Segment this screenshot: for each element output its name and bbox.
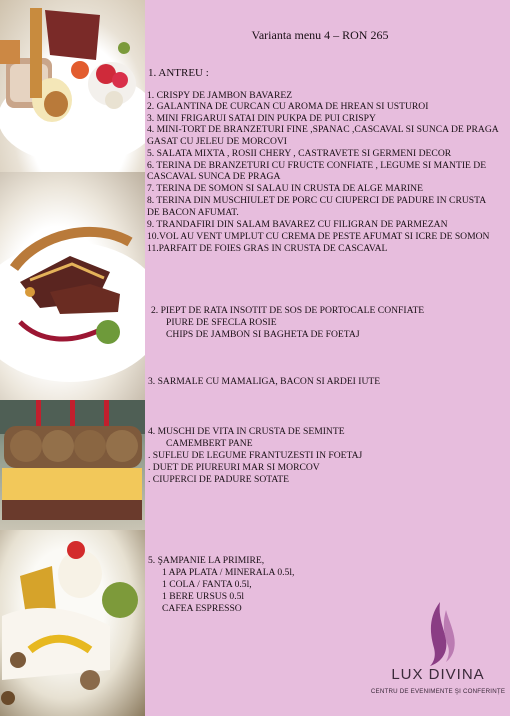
menu-item: 5. SALATA MIXTA , ROSII CHERY , CASTRAVETE SI GERMENI DECOR	[147, 148, 452, 159]
menu-item: 4. MINI-TORT DE BRANZETURI FINE ,SPANAC ,CASCAVAL SI SUNCA DE PRAGA	[147, 124, 499, 135]
menu-item: 10.VOL AU VENT UMPLUT CU CREMA DE PESTE AFUMAT SI ICRE DE SOMON	[147, 231, 490, 242]
section-1-heading: 1. ANTREU :	[148, 67, 209, 79]
section-5-item: 1 COLA / FANTA 0.5l,	[162, 579, 252, 590]
menu-title: Varianta menu 4 – RON 265	[251, 28, 389, 42]
section-5-item: CAFEA ESPRESSO	[162, 603, 242, 614]
lux-divina-logo	[368, 600, 508, 710]
menu-item: 2. GALANTINA DE CURCAN CU AROMA DE HREAN SI USTUROI	[147, 101, 429, 112]
section-2-item: 2. PIEPT DE RATA INSOTIT DE SOS DE PORTOCALE CONFIATE	[151, 305, 425, 316]
section-4-item: . SUFLEU DE LEGUME FRANTUZESTI IN FOETAJ	[148, 450, 363, 461]
menu-item: 1. CRISPY DE JAMBON BAVAREZ	[147, 90, 293, 101]
flame-icon	[368, 600, 508, 666]
section-2-item: CHIPS DE JAMBON SI BAGHETA DE FOETAJ	[166, 329, 360, 340]
section-4-item: . DUET DE PIUREURI MAR SI MORCOV	[148, 462, 320, 473]
menu-item: GASAT CU JELEU DE MORCOVI	[147, 136, 288, 147]
section-2-item: PIURE DE SFECLA ROSIE	[166, 317, 277, 328]
beef-roll-photo	[0, 400, 145, 530]
duck-breast-photo	[0, 172, 145, 400]
section-3-item: 3. SARMALE CU MAMALIGA, BACON SI ARDEI IUTE	[148, 376, 381, 387]
menu-item: DE BACON AFUMAT.	[147, 207, 239, 218]
menu-item: CASCAVAL SUNCA DE PRAGA	[147, 171, 281, 182]
menu-item: 11.PARFAIT DE FOIES GRAS IN CRUSTA DE CASCAVAL	[147, 243, 388, 254]
section-4-item: . CIUPERCI DE PADURE SOTATE	[148, 474, 289, 485]
section-5-item: 1 APA PLATA / MINERALA 0.5l,	[162, 567, 295, 578]
logo-tagline: CENTRU DE EVENIMENTE ŞI CONFERINȚE	[370, 688, 506, 695]
menu-item: 3. MINI FRIGARUI SATAI DIN PUKPA DE PUI CRISPY	[147, 113, 376, 124]
appetizer-platter-photo	[0, 0, 145, 172]
souffle-photo	[0, 530, 145, 716]
menu-item: 6. TERINA DE BRANZETURI CU FRUCTE CONFIATE , LEGUME SI MANTIE DE	[147, 160, 487, 171]
section-4-item: 4. MUSCHI DE VITA IN CRUSTA DE SEMINTE	[148, 426, 345, 437]
food-photo-strip	[0, 0, 145, 716]
section-4-item: CAMEMBERT PANE	[166, 438, 253, 449]
section-5-item: 1 BERE URSUS 0.5l	[162, 591, 245, 602]
menu-item: 7. TERINA DE SOMON SI SALAU IN CRUSTA DE ALGE MARINE	[147, 183, 423, 194]
section-5-item: 5. ŞAMPANIE LA PRIMIRE,	[148, 555, 265, 566]
menu-item: 8. TERINA DIN MUSCHIULET DE PORC CU CIUPERCI DE PADURE IN CRUSTA	[147, 195, 487, 206]
logo-name: LUX DIVINA	[391, 666, 485, 683]
menu-item: 9. TRANDAFIRI DIN SALAM BAVAREZ CU FILIGRAN DE PARMEZAN	[147, 219, 448, 230]
